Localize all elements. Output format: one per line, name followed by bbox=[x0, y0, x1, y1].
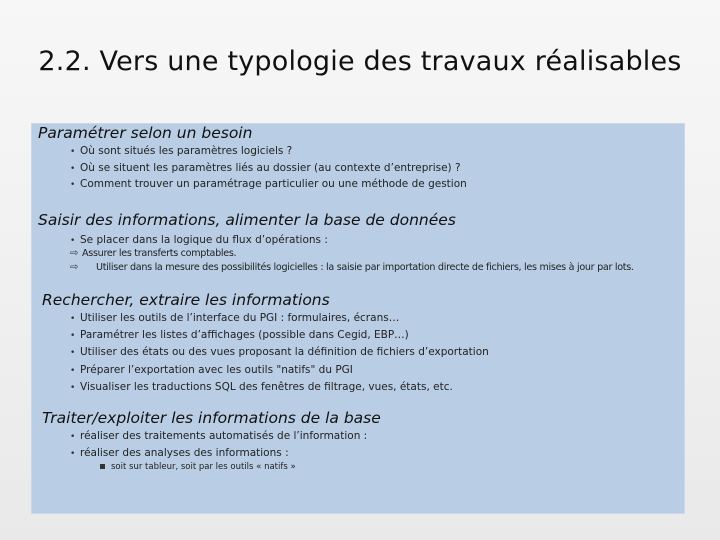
sub-list-item bbox=[100, 462, 296, 472]
arrow-list-item bbox=[70, 261, 634, 275]
list-item-text: Où se situent les paramètres liés au dossier (au contexte d’entreprise) ? bbox=[80, 161, 461, 174]
section-list-parametrer bbox=[70, 144, 467, 194]
list-item-text: Comment trouver un paramétrage particulier ou une méthode de gestion bbox=[80, 178, 467, 190]
list-item-text: Utiliser des états ou des vues proposant la définition de fichiers d’exportation bbox=[80, 346, 489, 359]
section-list-traiter bbox=[70, 429, 367, 462]
list-item bbox=[70, 362, 489, 379]
list-item bbox=[70, 446, 367, 463]
section-arrow-list-saisir bbox=[70, 247, 634, 275]
section-list-rechercher bbox=[70, 310, 489, 396]
list-item-text: réaliser des analyses des informations : bbox=[80, 446, 289, 459]
list-item bbox=[70, 379, 489, 396]
list-item-text: réaliser des traitements automatisés de l’information : bbox=[80, 430, 368, 442]
list-item-text: Se placer dans la logique du flux d’opérations : bbox=[80, 234, 328, 246]
arrow-item-text: Assurer les transferts comptables. bbox=[82, 248, 237, 259]
list-item-text: Préparer l’exportation avec les outils "natifs" du PGI bbox=[80, 363, 353, 376]
section-heading-traiter: Traiter/exploiter les informations de la base bbox=[42, 409, 381, 427]
list-item bbox=[70, 344, 489, 361]
list-item bbox=[70, 327, 489, 344]
list-item-text: Paramétrer les listes d’affichages (possible dans Cegid, EBP…) bbox=[80, 329, 409, 342]
section-heading-saisir: Saisir des informations, alimenter la base de données bbox=[38, 211, 456, 229]
list-item bbox=[70, 161, 467, 178]
list-item bbox=[70, 310, 489, 327]
arrow-item-text: Utiliser dans la mesure des possibilités logicielles : la saisie par importation directe de fichiers, les mises à jour par lots. bbox=[96, 262, 634, 273]
list-item-text: Utiliser les outils de l’interface du PGI : formulaires, écrans… bbox=[80, 312, 400, 324]
square-bullet-icon bbox=[100, 464, 105, 469]
list-item-text: Où sont situés les paramètres logiciels ? bbox=[80, 145, 293, 157]
arrow-right-icon: ⇨ bbox=[70, 262, 79, 273]
section-heading-parametrer: Paramétrer selon un besoin bbox=[38, 124, 253, 142]
list-item-text: Visualiser les traductions SQL des fenêtres de filtrage, vues, états, etc. bbox=[80, 380, 453, 393]
list-item bbox=[70, 177, 467, 194]
list-item bbox=[70, 144, 467, 161]
sub-list-item-text: soit sur tableur, soit par les outils « natifs » bbox=[111, 462, 296, 472]
section-heading-rechercher: Rechercher, extraire les informations bbox=[42, 291, 330, 309]
arrow-list-item bbox=[70, 247, 634, 261]
arrow-right-icon: ⇨ bbox=[70, 248, 79, 259]
list-item bbox=[70, 429, 367, 446]
page-title: 2.2. Vers une typologie des travaux réalisables bbox=[38, 46, 682, 77]
